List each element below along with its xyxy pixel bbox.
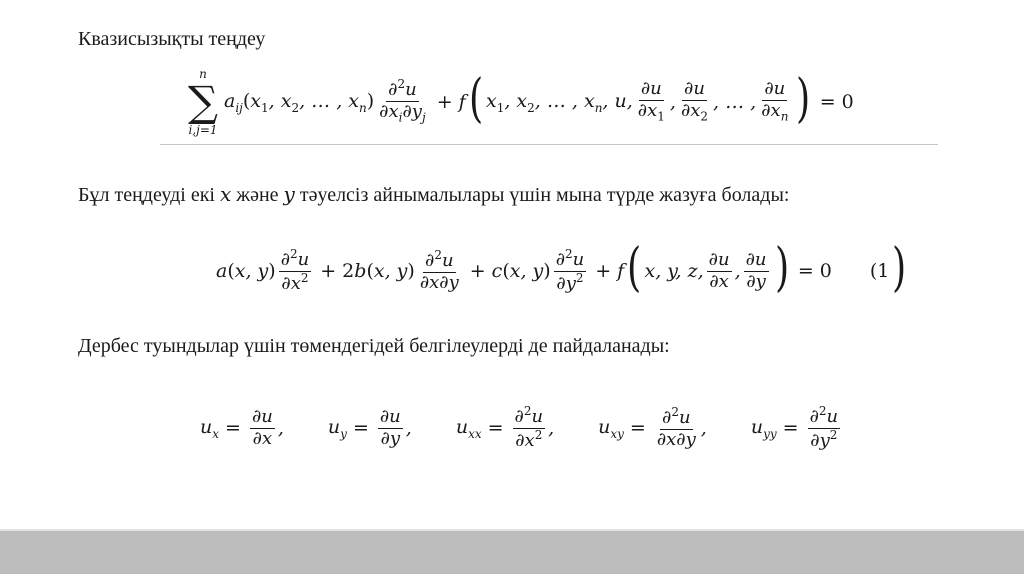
footer-bar <box>0 531 1024 574</box>
sentence-two-variables: Бұл теңдеуді екі x және y тәуелсіз айнымалылары үшін мына түрде жазуға болады: <box>78 182 790 206</box>
sentence-notation: Дербес туындылар үшін төмендегідей белгілеулерді де пайдаланады: <box>78 335 670 357</box>
equation-number: (1 <box>869 260 890 282</box>
heading-quasilinear-equation: Квазисызықты теңдеу <box>78 28 266 50</box>
divider-line <box>160 144 938 145</box>
general-equation: n ∑ i,j=1 $a_{ij}(x_1$, $x_2$, … , $x_n$) $\frac{\partial^2u}{\partial x_i\partial y_j}$ + f ( $x_1$, $x_2$, … , $x_n$, u, $\frac{\partial u}{\partial x_1}$ , $\frac{\partial u}{\partial x_2}$ , … , $\frac{\partial u}{\partial x_n}$ ) = 0 <box>188 67 854 137</box>
summation-sign: n ∑ i,j=1 <box>188 67 218 137</box>
notation-equations: $u_x$ = $\frac{\partial u}{\partial x}$ , $u_y$ = $\frac{\partial u}{\partial y}$ , $u_{xx}$ = $\frac{\partial^2u}{\partial x^2}$ , $u_{xy}$ = $\frac{\partial^2u}{\partial x\partial y}$ , $u_{yy}$ = $\frac{\partial^2u}{\partial y^2}$ <box>200 403 839 451</box>
equation-one: a(x, y) $\frac{\partial^2u}{\partial x^2}$ + 2b(x, y) $\frac{\partial^2u}{\partial x\partial y}$ + c(x, y) $\frac{\partial^2u}{\partial y^2}$ + f ( x, y, z, $\frac{\partial u}{\partial x}$ , $\frac{\partial u}{\partial y}$ ) = 0 (1 ) <box>216 238 907 298</box>
